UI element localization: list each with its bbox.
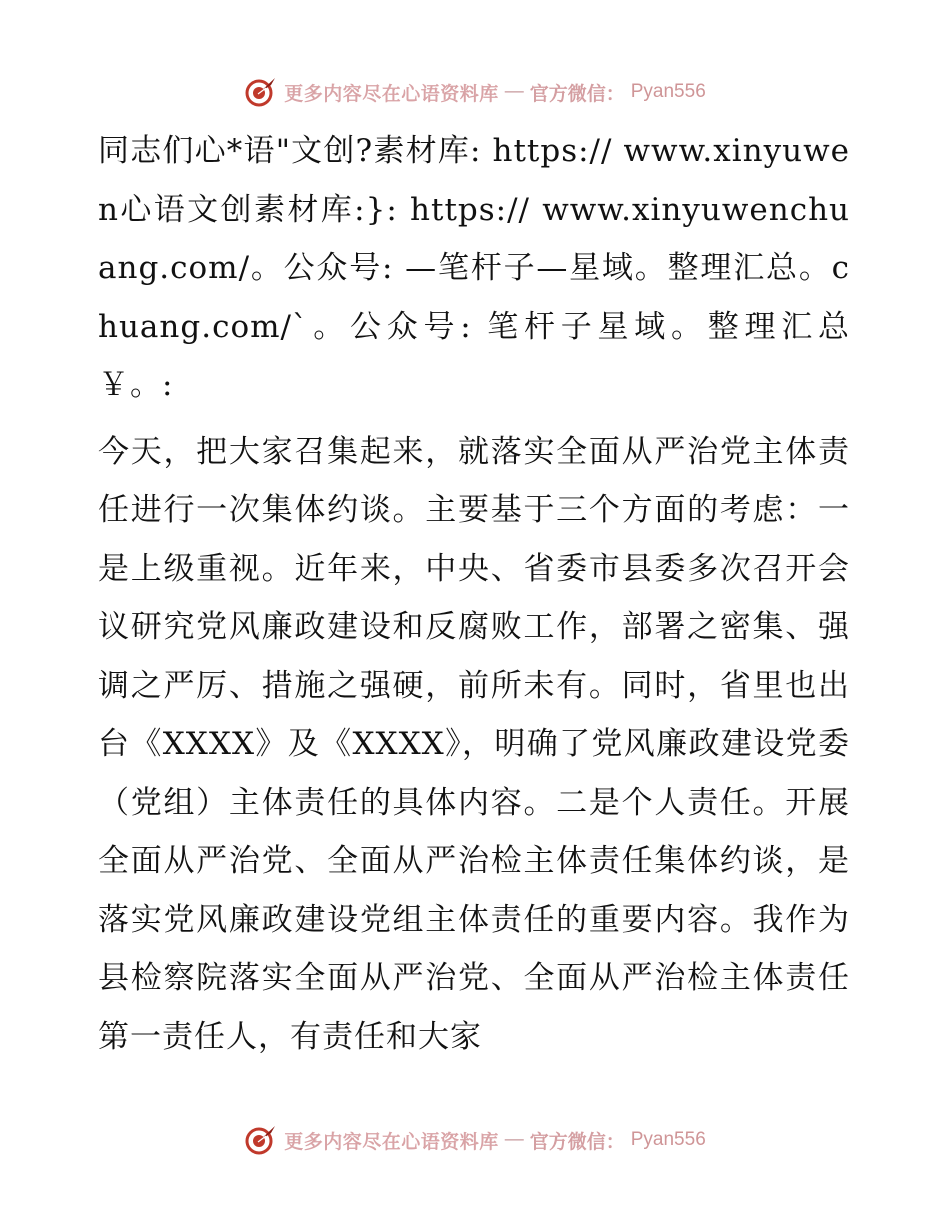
banner-main-text: 更多内容尽在心语资料库 [284,82,499,105]
paragraph-main: 今天，把大家召集起来，就落实全面从严治党主体责任进行一次集体约谈。主要基于三个方面的考虑：一是上级重视。近年来，中央、省委市县委多次召开会议研究党风廉政建设和反腐败工作，部署之密集、强调之严厉、措施之强硬，前所未有。同时，省里也出台《XXXX》及《XXXX》，明确了党风廉政建设党委（党组）主体责任的具体内容。二是个人责任。开展全面从严治党、全面从严治检主体责任集体约谈，是落实党风廉政建设党组主体责任的重要内容。我作为县检察院落实全面从严治党、全面从严治检主体责任第一责任人，有责任和大家 [98,433,850,1055]
footer-banner [0,1120,950,1160]
banner-separator: — [504,81,524,102]
banner-separator: — [504,1129,524,1150]
banner-main-text: 更多内容尽在心语资料库 [284,1130,499,1153]
document-body [98,122,850,1066]
banner-wechat-label: 官方微信： [529,1130,625,1153]
banner-wechat-id: Pyan556 [630,1129,706,1150]
quill-pen-logo-icon [244,75,278,109]
footer-banner-inner [244,1123,706,1157]
paragraph-intro: 同志们心*语"文创?素材库: https:// www.xinyuwen心语文创素材库:}: https:// www.xinyuwenchuang.com/。公众号: —笔杆子—星域。整理汇总。chuang.com/`。公众号: 笔杆子星域。整理汇总￥。: [98,133,850,403]
header-banner [0,72,950,112]
header-banner-inner [244,75,706,109]
quill-pen-logo-icon [244,1123,278,1157]
banner-wechat-label: 官方微信： [529,82,625,105]
banner-wechat-id: Pyan556 [630,81,706,102]
